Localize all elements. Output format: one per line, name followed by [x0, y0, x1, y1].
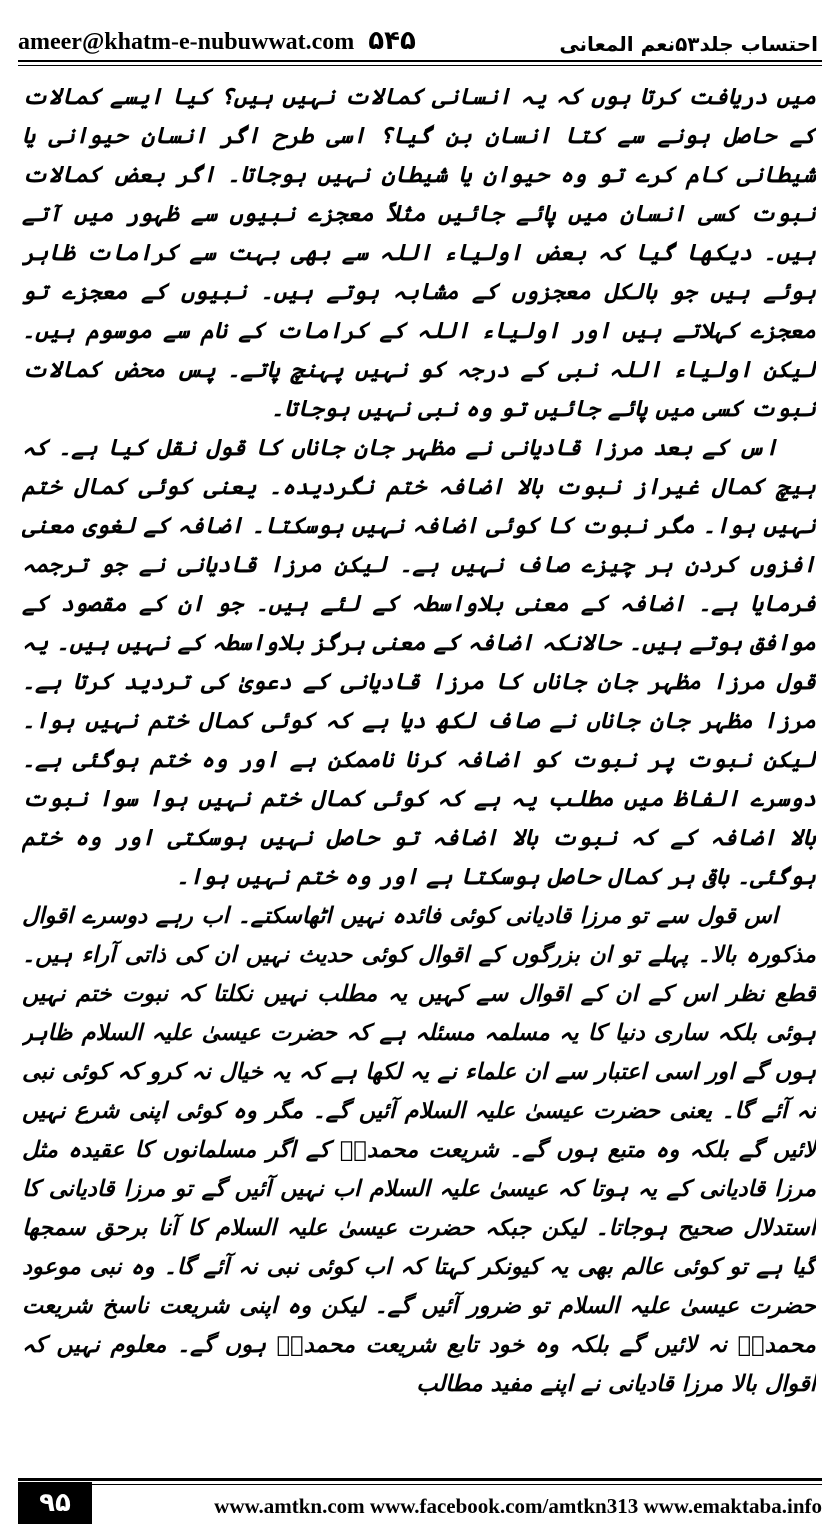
body-text	[22, 78, 816, 1450]
footer-page-number: ۹۵	[18, 1482, 92, 1524]
header-divider	[18, 60, 822, 66]
header-left	[18, 26, 416, 56]
paragraph-3: اس قول سے تو مرزا قادیانی کوئی فائدہ نہیں اٹھاسکتے۔ اب رہے دوسرے اقوال مذکورہ بالا۔ پہلے تو ان بزرگوں کے اقوال کوئی حدیث نہیں ان کی ذاتی آراء ہیں۔ قطع نظر اس کے ان کے اقوال سے کہیں یہ مطلب نہیں نکلتا کہ نبوت ختم نہیں ہوئی بلکہ ساری دنیا کا یہ مسلمہ مسئلہ ہے کہ حضرت عیسیٰ علیہ السلام ظاہر ہوں گے اور اسی اعتبار سے ان علماء نے یہ لکھا ہے کہ یہ خیال نہ کرو کہ کوئی نبی نہ آئے گا۔ یعنی حضرت عیسیٰ علیہ السلام آئیں گے۔ مگر وہ کوئی اپنی شرع نہیں لائیں گے بلکہ وہ متبع ہوں گے۔ شریعت محمدیؐ کے اگر مسلمانوں کا عقیدہ مثل مرزا قادیانی کے یہ ہوتا کہ عیسیٰ علیہ السلام اب نہیں آئیں گے تو مرزا قادیانی کا استدلال صحیح ہوجاتا۔ لیکن جبکہ حضرت عیسیٰ علیہ السلام کا آنا برحق سمجھا گیا ہے تو کوئی عالم بھی یہ کیونکر کہتا کہ اب کوئی نبی نہ آئے گا۔ وہ نبی موعود حضرت عیسیٰ علیہ السلام تو ضرور آئیں گے۔ لیکن وہ اپنی شریعت ناسخ شریعت محمدیؐ نہ لائیں گے بلکہ وہ خود تابع شریعت محمدیؐ ہوں گے۔ معلوم نہیں کہ اقوال بالا مرزا قادیانی نے اپنے مفید مطالب	[22, 903, 816, 1397]
header-email[interactable]: ameer@khatm-e-nubuwwat.com	[18, 29, 355, 55]
footer-links[interactable]: www.amtkn.com www.facebook.com/amtkn313 www.emaktaba.info	[214, 1494, 822, 1518]
footer-divider	[18, 1478, 822, 1485]
header-book-title: احتساب جلد۵۳نعم المعانی	[559, 32, 818, 56]
paragraph-2: اس کے بعد مرزا قادیانی نے مظہر جان جاناں کا قول نقل کیا ہے۔ کہ ہیچ کمال غیراز نبوت بالا اضافہ ختم نگردیدہ۔ یعنی کوئی کمال ختم نہیں ہوا۔ مگر نبوت کا کوئی اضافہ نہیں ہوسکتا۔ اضافہ کے لغوی معنی افزوں کردن ہر چیزے صاف نہیں ہے۔ لیکن مرزا قادیانی نے جو ترجمہ فرمایا ہے۔ اضافہ کے معنی بلاواسطہ کے لئے ہیں۔ جو ان کے مقصود کے موافق ہوتے ہیں۔ حالانکہ اضافہ کے معنی ہرگز بلاواسطہ کے نہیں ہیں۔ یہ قول مرزا مظہر جان جاناں کا مرزا قادیانی کے دعویٰ کی تردید کرتا ہے۔ مرزا مظہر جان جاناں نے صاف لکھ دیا ہے کہ کوئی کمال ختم نہیں ہوا۔ لیکن نبوت پر نبوت کو اضافہ کرنا ناممکن ہے اور وہ ختم ہوگئی ہے۔ دوسرے الفاظ میں مطلب یہ ہے کہ کوئی کمال ختم نہیں ہوا سوا نبوت بالا اضافہ کے کہ نبوت بالا اضافہ تو حاصل نہیں ہوسکتی اور وہ ختم ہوگئی۔ باقی ہر کمال حاصل ہوسکتا ہے اور وہ ختم نہیں ہوا۔	[22, 435, 816, 890]
header-page-number: ۵۴۵	[368, 26, 416, 56]
page-header	[18, 14, 818, 56]
paragraph-1: میں دریافت کرتا ہوں کہ یہ انسانی کمالات نہیں ہیں؟ کیا ایسے کمالات کے حاصل ہونے سے کتا انسان بن گیا؟ اسی طرح اگر انسان حیوانی یا شیطانی کام کرے تو وہ حیوان یا شیطان نہیں ہوجاتا۔ اگر بعض کمالات نبوت کسی انسان میں پائے جائیں مثلاً معجزے نبیوں سے ظہور میں آتے ہیں۔ دیکھا گیا کہ بعض اولیاء اللہ سے بھی بہت سے کرامات ظاہر ہوئے ہیں جو بالکل معجزوں کے مشابہ ہوتے ہیں۔ نبیوں کے معجزے تو معجزے کہلاتے ہیں اور اولیاء اللہ کے کرامات کے نام سے موسوم ہیں۔ لیکن اولیاء اللہ نبی کے درجہ کو نہیں پہنچ پاتے۔ پس محض کمالات نبوت کسی میں پائے جائیں تو وہ نبی نہیں ہوجاتا۔	[22, 84, 816, 422]
page-footer	[18, 1478, 822, 1528]
